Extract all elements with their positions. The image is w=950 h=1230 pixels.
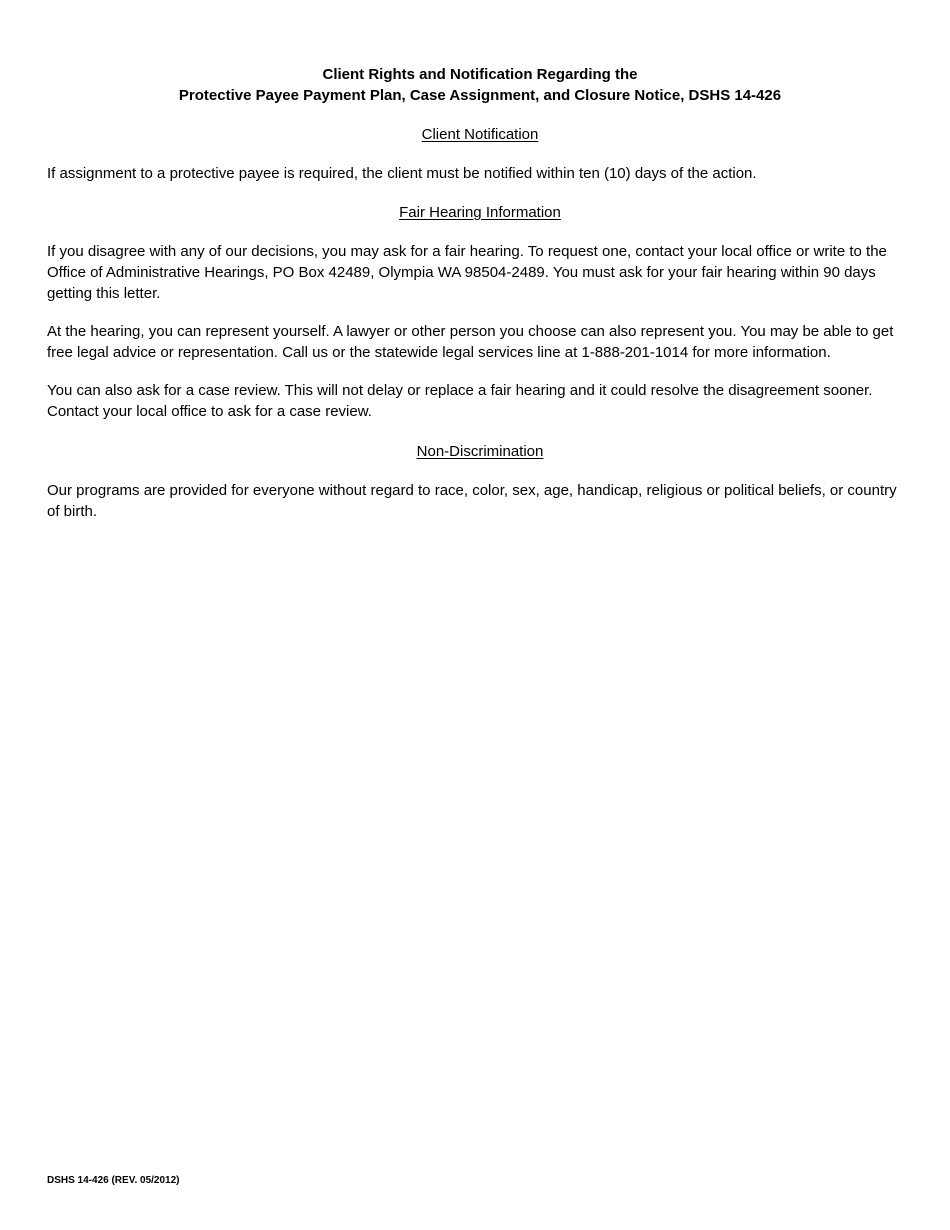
form-revision-footer: DSHS 14-426 (REV. 05/2012) <box>47 1175 180 1186</box>
fair-hearing-paragraph-1: If you disagree with any of our decisions, you may ask for a fair hearing. To request one, contact your local office or write to the Office of Administrative Hearings, PO Box 42489, Olympia WA 98504-2489. You must ask for your fair hearing within 90 days getting this letter. <box>47 243 887 302</box>
non-discrimination-heading-text: Non-Discrimination <box>416 443 544 460</box>
fair-hearing-paragraph-2: At the hearing, you can represent yourself. A lawyer or other person you choose can also represent you. You may be able to get free legal advice or representation. Call us or the statewide legal services line at 1-888-201-1014 for more information. <box>47 323 894 361</box>
fair-hearing-paragraph-3: You can also ask for a case review. This will not delay or replace a fair hearing and it could resolve the disagreement sooner. Contact your local office to ask for a case review. <box>47 382 873 420</box>
non-discrimination-paragraph: Our programs are provided for everyone without regard to race, color, sex, age, handicap, religious or political beliefs, or country of birth. <box>47 482 897 520</box>
fair-hearing-heading <box>47 202 913 223</box>
client-notification-heading <box>47 124 913 145</box>
document-title-line-1: Client Rights and Notification Regarding the <box>322 66 638 83</box>
non-discrimination-heading <box>47 441 913 462</box>
client-notification-heading-text: Client Notification <box>421 126 539 143</box>
document-title-line-2: Protective Payee Payment Plan, Case Assignment, and Closure Notice, DSHS 14-426 <box>178 87 782 104</box>
client-notification-paragraph: If assignment to a protective payee is required, the client must be notified within ten (10) days of the action. <box>47 165 757 182</box>
fair-hearing-heading-text: Fair Hearing Information <box>399 204 561 221</box>
